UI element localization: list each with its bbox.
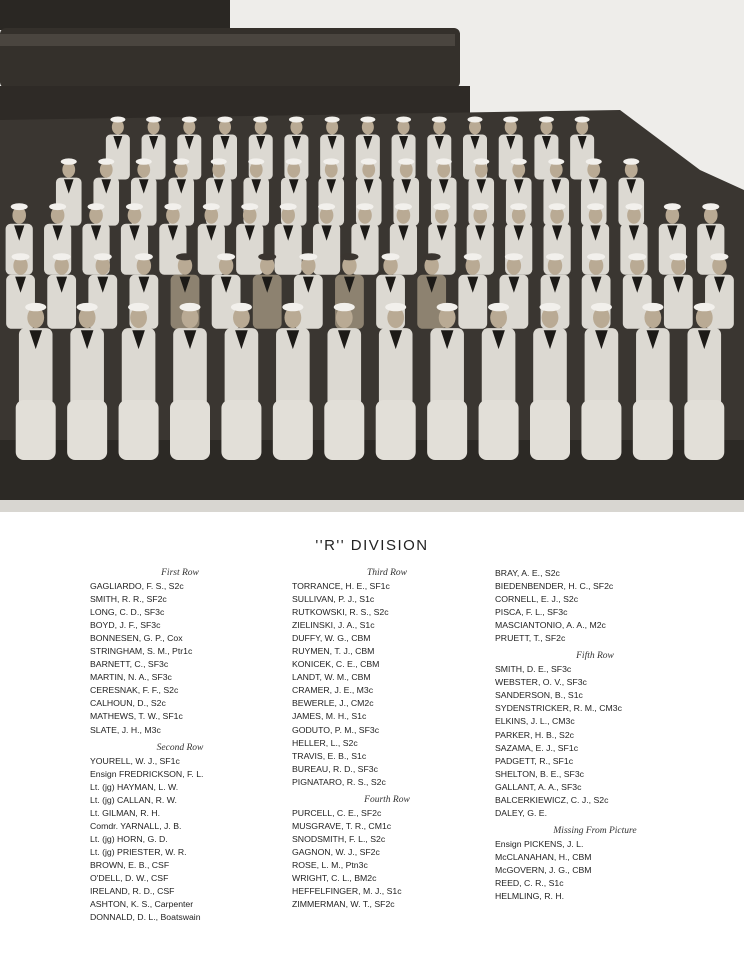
roster-name: ZIELINSKI, J. A., S1c (292, 620, 375, 631)
roster-name: HEFFELFINGER, M. J., S1c (292, 886, 402, 897)
roster-name: SANDERSON, B., S1c (495, 690, 583, 701)
roster-name: PISCA, F. L., SF3c (495, 607, 568, 618)
roster-name: McCLANAHAN, H., CBM (495, 851, 592, 862)
roster-name: GAGLIARDO, F. S., S2c (90, 581, 184, 591)
roster-name: STRINGHAM, S. M., Ptr1c (90, 646, 193, 657)
roster-name: BROWN, E. B., CSF (90, 859, 170, 870)
roster-name: HELMLING, R. H. (495, 891, 565, 902)
roster-name: RUTKOWSKI, R. S., S2c (292, 607, 389, 618)
roster-name: SMITH, R. R., SF2c (90, 594, 167, 605)
roster-name: BOYD, J. F., SF3c (90, 620, 161, 631)
roster-name: PRUETT, T., SF2c (495, 633, 566, 644)
roster-name: MASCIANTONIO, A. A., M2c (495, 620, 606, 631)
roster-name: PADGETT, R., SF1c (495, 755, 574, 766)
roster-name: SHELTON, B. E., SF3c (495, 768, 584, 779)
roster-name: WEBSTER, O. V., SF3c (495, 677, 587, 688)
roster-name: ELKINS, J. L., CM3c (495, 716, 575, 727)
section-heading: Second Row (156, 742, 204, 753)
roster-column-2 (292, 567, 482, 911)
roster-name: PURCELL, C. E., SF2c (292, 807, 382, 818)
roster-name: McGOVERN, J. G., CBM (495, 864, 592, 875)
roster-name: PIGNATARO, R. S., S2c (292, 776, 386, 787)
roster-name: SNODSMITH, F. L., S2c (292, 833, 386, 844)
roster-column-1 (90, 567, 270, 924)
roster-name: REED, C. R., S1c (495, 877, 564, 888)
roster-name: Ensign PICKENS, J. L. (495, 838, 584, 849)
roster-name: Comdr. YARNALL, J. B. (90, 820, 182, 831)
roster-name: JAMES, M. H., S1c (292, 711, 367, 722)
roster-name: LANDT, W. M., CBM (292, 672, 371, 683)
roster-name: TRAVIS, E. B., S1c (292, 750, 367, 761)
section-heading: Missing From Picture (553, 825, 637, 836)
section-heading: First Row (161, 568, 199, 578)
roster-name: BEWERLE, J., CM2c (292, 698, 374, 709)
roster-name: BUREAU, R. D., SF3c (292, 763, 378, 774)
roster-name: ASHTON, K. S., Carpenter (90, 899, 194, 910)
roster-name: TORRANCE, H. E., SF1c (292, 581, 390, 591)
roster-name: DUFFY, W. G., CBM (292, 633, 371, 644)
roster-name: RUYMEN, T. J., CBM (292, 646, 375, 657)
roster-name: BONNESEN, G. P., Cox (90, 633, 183, 644)
section-heading: Fifth Row (576, 651, 614, 662)
roster-column-3 (495, 567, 695, 903)
roster-name: GALLANT, A. A., SF3c (495, 781, 582, 792)
roster-name: SMITH, D. E., SF3c (495, 664, 572, 675)
section-heading: Third Row (366, 568, 408, 578)
roster-name: DONNALD, D. L., Boatswain (90, 912, 201, 923)
page-title: ''R'' DIVISION (315, 537, 429, 554)
roster-name: WRIGHT, C. L., BM2c (292, 872, 377, 883)
roster-name: BIEDENBENDER, H. C., SF2c (495, 581, 614, 592)
roster-name: CORNELL, E. J., S2c (495, 594, 579, 605)
roster-name: Lt. (jg) PRIESTER, W. R. (90, 846, 187, 857)
roster-name: O'DELL, D. W., CSF (90, 872, 169, 883)
roster-name: DALEY, G. E. (495, 807, 547, 818)
roster-name: ZIMMERMAN, W. T., SF2c (292, 899, 395, 910)
roster-name: Lt. (jg) HAYMAN, L. W. (90, 781, 179, 792)
roster-name: BALCERKIEWICZ, C. J., S2c (495, 794, 609, 805)
roster-name: ROSE, L. M., Ptn3c (292, 859, 368, 870)
section-heading: Fourth Row (364, 794, 410, 805)
roster-name: KONICEK, C. E., CBM (292, 659, 380, 670)
roster-name: Lt. (jg) HORN, G. D. (90, 833, 168, 844)
roster-name: SULLIVAN, P. J., S1c (292, 594, 375, 605)
roster-name: GODUTO, P. M., SF3c (292, 724, 380, 735)
roster-name: PARKER, H. B., S2c (495, 729, 575, 740)
roster-name: GAGNON, W. J., SF2c (292, 846, 380, 857)
roster-name: HELLER, L., S2c (292, 737, 358, 748)
roster-name: CALHOUN, D., S2c (90, 698, 166, 709)
roster-name: BRAY, A. E., S2c (495, 568, 560, 578)
roster-name: Lt. (jg) CALLAN, R. W. (90, 794, 177, 805)
roster-name: MARTIN, N. A., SF3c (90, 672, 172, 683)
roster-name: YOURELL, W. J., SF1c (90, 755, 180, 766)
roster-name: LONG, C. D., SF3c (90, 607, 165, 618)
roster-name: Lt. GILMAN, R. H. (90, 807, 160, 818)
roster-name: IRELAND, R. D., CSF (90, 886, 175, 897)
roster-name: MATHEWS, T. W., SF1c (90, 711, 183, 722)
roster-name: SLATE, J. H., M3c (90, 724, 161, 735)
roster-name: CERESNAK, F. F., S2c (90, 685, 179, 696)
roster-name: Ensign FREDRICKSON, F. L. (90, 768, 204, 779)
roster-name: SAZAMA, E. J., SF1c (495, 742, 579, 753)
roster-name: BARNETT, C., SF3c (90, 659, 169, 670)
roster-name: SYDENSTRICKER, R. M., CM3c (495, 703, 622, 714)
roster-name: MUSGRAVE, T. R., CM1c (292, 820, 392, 831)
roster-name: CRAMER, J. E., M3c (292, 685, 374, 696)
